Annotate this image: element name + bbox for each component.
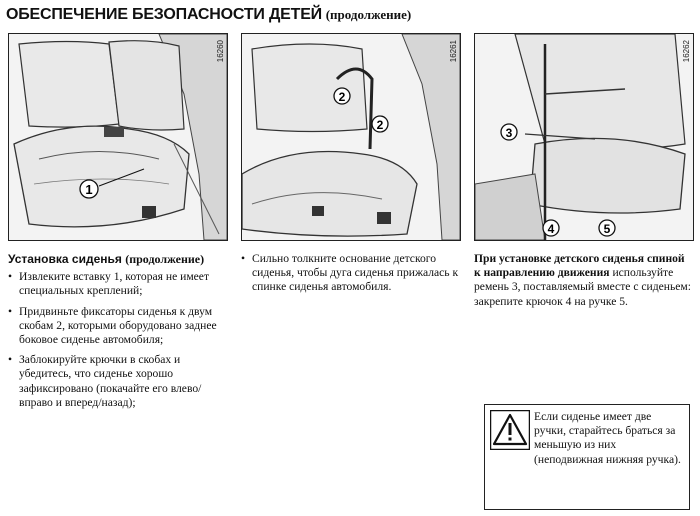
callout-label: 4 [547, 222, 555, 236]
figure-id: 16262 [682, 40, 691, 63]
column-push [241, 252, 461, 301]
heading-sub: (продолжение) [125, 252, 205, 266]
list-item: • Сильно толкните основание детского сиденья, чтобы дуга сиденья прижалась к спинке сиденья автомобиля. [241, 252, 461, 295]
callout-label: 2 [338, 90, 346, 104]
title-main: ОБЕСПЕЧЕНИЕ БЕЗОПАСНОСТИ ДЕТЕЙ [6, 6, 322, 23]
title-sub: (продолжение) [325, 7, 412, 22]
callout-label: 1 [85, 182, 93, 197]
page-title [6, 6, 411, 24]
column-rear-facing [474, 252, 692, 309]
warning-box [484, 404, 690, 510]
callout-label: 5 [603, 222, 611, 236]
seat-insert-illustration [9, 34, 227, 240]
figure-seat-insert [8, 33, 228, 241]
section-heading [8, 252, 230, 266]
figure-seat-belt [474, 33, 694, 241]
rear-facing-heading: При установке детского сиденья спиной к направлению движения [474, 252, 685, 280]
heading-main: Установка сиденья [8, 252, 122, 266]
callout-label: 3 [505, 126, 513, 140]
figure-id: 16260 [216, 40, 225, 63]
instruction-list [8, 270, 230, 410]
figure-id: 16261 [449, 40, 458, 63]
figure-seat-push [241, 33, 461, 241]
warning-icon [490, 410, 530, 450]
instruction-list [241, 252, 461, 295]
column-installation [8, 252, 230, 416]
warning-text: Если сиденье имеет две ручки, старайтесь браться за меньшую из них (неподвижная нижняя ручка). [534, 410, 681, 466]
seat-push-illustration [242, 34, 460, 240]
list-item: • Заблокируйте крючки в скобах и убедитесь, что сиденье хорошо зафиксировано (покачайте его влево/вправо и вперед/назад); [8, 353, 230, 410]
rear-facing-text: используйте ремень 3, поставляемый вместе с сиденьем: закрепите крючок 4 на ручке 5. [474, 266, 691, 308]
rear-facing-paragraph [474, 252, 692, 309]
list-item: • Извлеките вставку 1, которая не имеет специальных креплений; [8, 270, 230, 298]
seat-belt-illustration [475, 34, 693, 240]
list-item: • Придвиньте фиксаторы сиденья к двум скобам 2, которыми оборудовано заднее боковое сиденье автомобиля; [8, 305, 230, 348]
callout-label: 2 [376, 118, 384, 132]
